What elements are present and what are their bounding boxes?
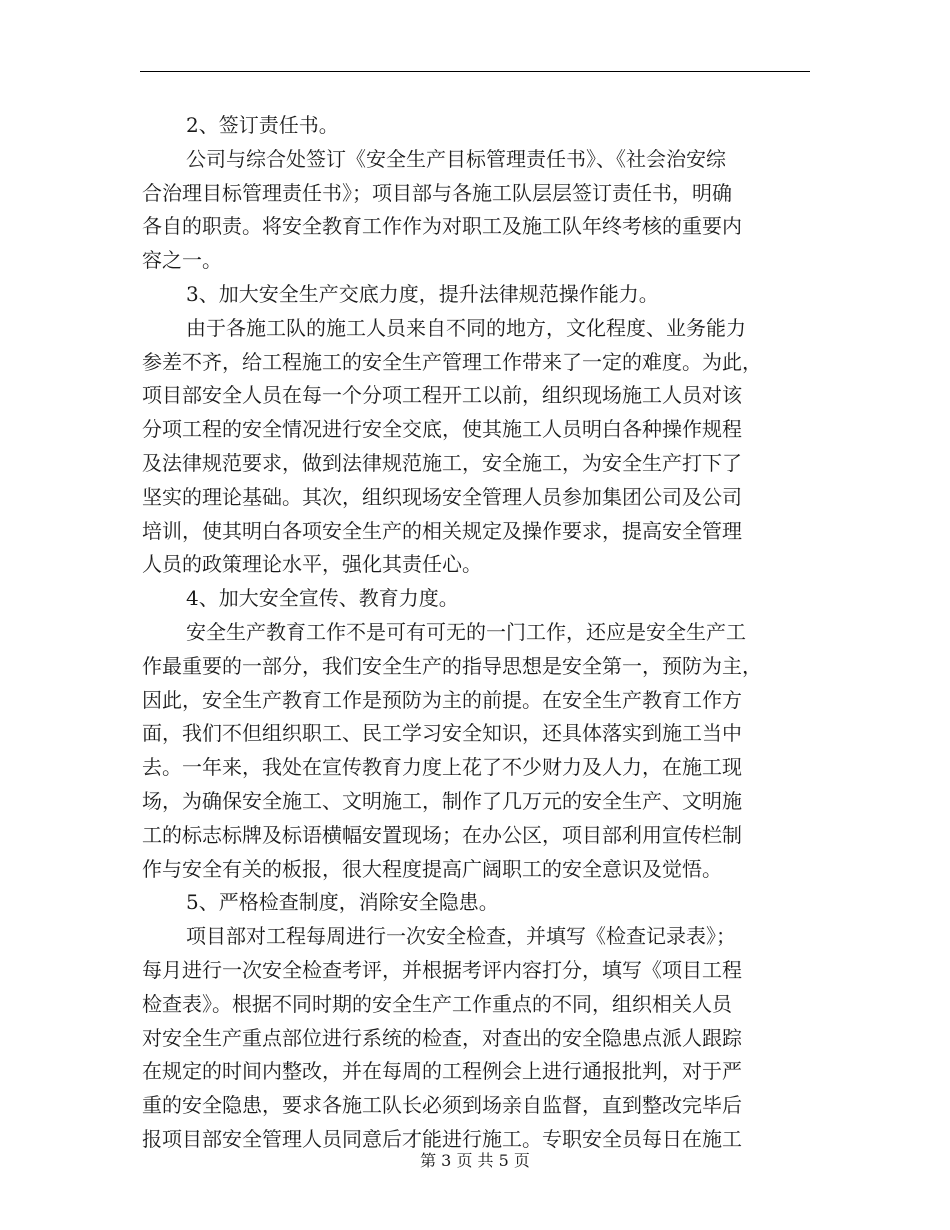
text-line: 人员的政策理论水平，强化其责任心。: [142, 552, 482, 577]
text-line: 4、加大安全宣传、教育力度。: [186, 586, 459, 611]
text-line: 在规定的时间内整改，并在每周的工程例会上进行通报批判，对于严: [142, 1059, 742, 1084]
header-rule: [140, 71, 810, 72]
text-line: 项目部对工程每周进行一次安全检查，并填写《检查记录表》；: [186, 924, 736, 949]
text-line: 分项工程的安全情况进行安全交底，使其施工人员明白各种操作规程: [142, 417, 742, 442]
text-line: 容之一。: [142, 248, 222, 273]
text-line: 安全生产教育工作不是可有可无的一门工作，还应是安全生产工: [186, 619, 746, 644]
text-line: 重的安全隐患，要求各施工队长必须到场亲自监督，直到整改完毕后: [142, 1093, 742, 1118]
page-footer: 第 3 页 共 5 页: [420, 1151, 530, 1170]
text-line: 场，为确保安全施工、文明施工，制作了几万元的安全生产、文明施: [142, 788, 742, 813]
text-line: 参差不齐，给工程施工的安全生产管理工作带来了一定的难度。为此，: [142, 349, 762, 374]
text-line: 2、签订责任书。: [186, 113, 339, 137]
text-line: 面，我们不但组织职工、民工学习安全知识，还具体落实到施工当中: [142, 721, 742, 746]
text-line: 公司与综合处签订《安全生产目标管理责任书》、《社会治安综: [186, 146, 726, 171]
text-line: 坚实的理论基础。其次，组织现场安全管理人员参加集团公司及公司: [142, 484, 742, 509]
text-line: 5、严格检查制度，消除安全隐患。: [186, 890, 499, 915]
text-line: 每月进行一次安全检查考评，并根据考评内容打分，填写《项目工程: [142, 957, 742, 982]
text-line: 因此，安全生产教育工作是预防为主的前提。在安全生产教育工作方: [142, 687, 742, 712]
text-line: 作与安全有关的板报，很大程度提高广阔职工的安全意识及觉悟。: [142, 856, 722, 881]
text-line: 项目部安全人员在每一个分项工程开工以前，组织现场施工人员对该: [142, 383, 742, 408]
text-line: 作最重要的一部分，我们安全生产的指导思想是安全第一，预防为主，: [142, 653, 762, 678]
document-body: [142, 109, 804, 1157]
text-line: 及法律规范要求，做到法律规范施工，安全施工，为安全生产打下了: [142, 450, 742, 475]
text-line: 由于各施工队的施工人员来自不同的地方，文化程度、业务能力: [186, 315, 746, 340]
text-line: 各自的职责。将安全教育工作作为对职工及施工队年终考核的重要内: [142, 214, 742, 239]
text-line: 去。一年来，我处在宣传教育力度上花了不少财力及人力，在施工现: [142, 755, 742, 780]
text-line: 3、加大安全生产交底力度，提升法律规范操作能力。: [186, 281, 659, 306]
text-line: 培训，使其明白各项安全生产的相关规定及操作要求，提高安全管理: [142, 518, 742, 543]
text-line: 检查表》。根据不同时期的安全生产工作重点的不同，组织相关人员: [142, 991, 732, 1016]
text-line: 工的标志标牌及标语横幅安置现场；在办公区，项目部利用宣传栏制: [142, 822, 742, 847]
text-line: 合治理目标管理责任书》；项目部与各施工队层层签订责任书，明确: [142, 180, 732, 205]
text-line: 报项目部安全管理人员同意后才能进行施工。专职安全员每日在施工: [142, 1126, 742, 1151]
text-line: 对安全生产重点部位进行系统的检查，对查出的安全隐患点派人跟踪: [142, 1025, 742, 1050]
